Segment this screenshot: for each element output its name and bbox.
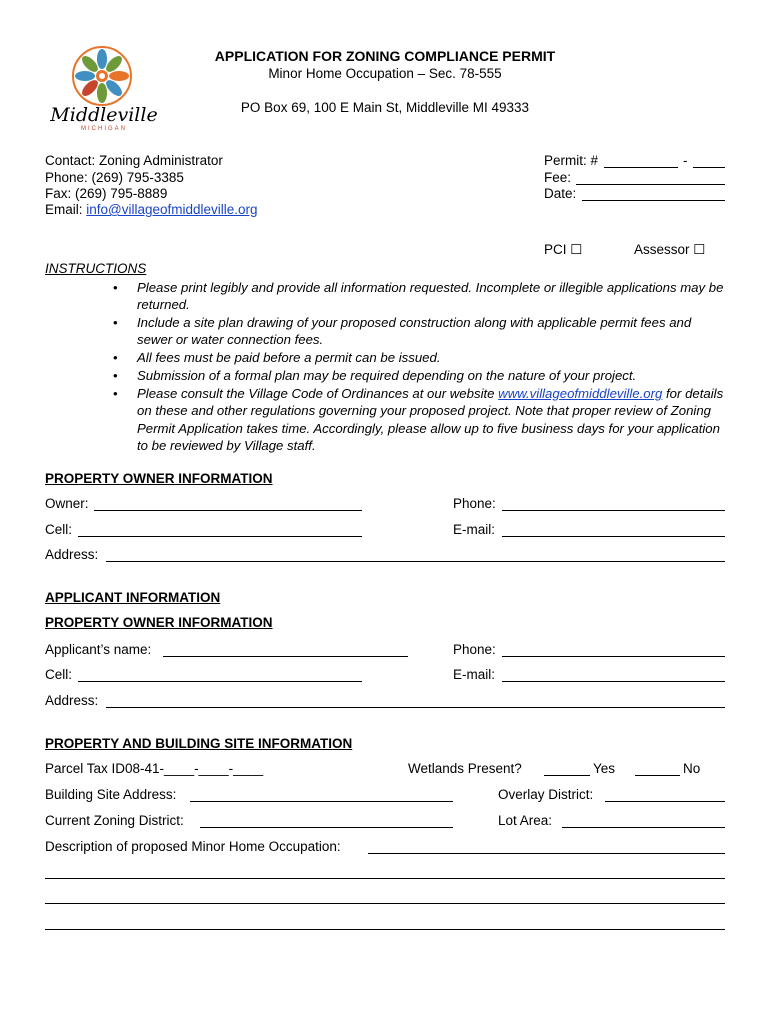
description-line[interactable] xyxy=(45,878,725,879)
permit-number-line[interactable] xyxy=(604,167,678,168)
site-address-input[interactable] xyxy=(190,801,453,802)
contact-fax: Fax: (269) 795-8889 xyxy=(45,186,168,201)
logo-wordmark: Middleville xyxy=(50,104,158,126)
wetlands-yes-line[interactable] xyxy=(544,775,590,776)
owner-phone-label: Phone: xyxy=(453,496,496,511)
wetlands-no-label: No xyxy=(683,761,701,776)
owner-email-label: E-mail: xyxy=(453,522,496,537)
contact-admin: Contact: Zoning Administrator xyxy=(45,153,223,168)
site-section-title: PROPERTY AND BUILDING SITE INFORMATION xyxy=(45,736,353,751)
description-label: Description of proposed Minor Home Occupation: xyxy=(45,839,341,854)
date-line[interactable] xyxy=(582,200,725,201)
zoning-district-input[interactable] xyxy=(200,827,453,828)
lot-area-label: Lot Area: xyxy=(498,813,553,828)
owner-input[interactable] xyxy=(94,510,362,511)
owner-cell-label: Cell: xyxy=(45,522,73,537)
applicant-phone-label: Phone: xyxy=(453,642,496,657)
permit-separator: - xyxy=(683,153,688,168)
applicant-email-label: E-mail: xyxy=(453,667,496,682)
website-link[interactable]: www.villageofmiddleville.org xyxy=(498,386,663,401)
description-line[interactable] xyxy=(45,929,725,930)
instruction-item: • Please print legibly and provide all information requested. Incomplete or illegible applications may be returned. xyxy=(113,280,724,313)
applicant-cell-label: Cell: xyxy=(45,667,73,682)
wetlands-label: Wetlands Present? xyxy=(408,761,522,776)
logo-state: MICHIGAN xyxy=(81,126,127,132)
applicant-section-subtitle: PROPERTY OWNER INFORMATION xyxy=(45,615,273,630)
zoning-district-label: Current Zoning District: xyxy=(45,813,184,828)
assessor-checkbox[interactable]: Assessor ☐ xyxy=(634,242,706,257)
fee-line[interactable] xyxy=(576,184,725,185)
instruction-item: • Include a site plan drawing of your proposed construction along with applicable permit fees and sewer or water connection fees. xyxy=(113,315,692,348)
applicant-email-input[interactable] xyxy=(502,681,725,682)
instruction-item: • Please consult the Village Code of Ordinances at our website www.villageofmiddleville.org for details on these and other regulations governing your proposed project. Note that proper review of Zoning Permit Application takes time. Accordingly, please allow up to five business days for your application to be reviewed by Village staff. xyxy=(113,386,724,454)
owner-address-input[interactable] xyxy=(106,561,725,562)
instruction-item: • All fees must be paid before a permit can be issued. xyxy=(113,350,441,365)
applicant-address-label: Address: xyxy=(45,693,99,708)
lot-area-input[interactable] xyxy=(562,827,725,828)
applicant-address-input[interactable] xyxy=(106,707,725,708)
description-input[interactable] xyxy=(368,853,725,854)
parcel-tax-id[interactable]: Parcel Tax ID08-41-____-____-____ xyxy=(45,761,264,776)
form-title: APPLICATION FOR ZONING COMPLIANCE PERMIT xyxy=(214,48,556,64)
applicant-name-input[interactable] xyxy=(163,656,408,657)
applicant-cell-input[interactable] xyxy=(78,681,362,682)
contact-email-label: Email: xyxy=(45,202,87,217)
applicant-phone-input[interactable] xyxy=(502,656,725,657)
date-label: Date: xyxy=(544,186,577,201)
overlay-district-input[interactable] xyxy=(605,801,725,802)
owner-email-input[interactable] xyxy=(502,536,725,537)
wetlands-yes-label: Yes xyxy=(593,761,616,776)
permit-suffix-line[interactable] xyxy=(693,167,725,168)
description-line[interactable] xyxy=(45,903,725,904)
overlay-district-label: Overlay District: xyxy=(498,787,594,802)
contact-email-link[interactable]: info@villageofmiddleville.org xyxy=(86,202,258,217)
contact-phone: Phone: (269) 795-3385 xyxy=(45,170,184,185)
pci-checkbox[interactable]: PCI ☐ xyxy=(544,242,583,257)
owner-phone-input[interactable] xyxy=(502,510,725,511)
site-address-label: Building Site Address: xyxy=(45,787,177,802)
owner-address-label: Address: xyxy=(45,547,99,562)
instruction-item: • Submission of a formal plan may be required depending on the nature of your project. xyxy=(113,368,637,383)
village-address: PO Box 69, 100 E Main St, Middleville MI 49333 xyxy=(240,100,530,115)
wetlands-no-line[interactable] xyxy=(635,775,680,776)
owner-section-title: PROPERTY OWNER INFORMATION xyxy=(45,471,273,486)
owner-label: Owner: xyxy=(45,496,89,511)
applicant-name-label: Applicant’s name: xyxy=(45,642,152,657)
form-subtitle: Minor Home Occupation – Sec. 78-555 xyxy=(268,66,502,81)
instructions-title: INSTRUCTIONS xyxy=(45,261,147,276)
permit-label: Permit: # xyxy=(544,153,599,168)
owner-cell-input[interactable] xyxy=(78,536,362,537)
contact-email-row xyxy=(45,202,258,217)
applicant-section-title: APPLICANT INFORMATION xyxy=(45,590,221,605)
fee-label: Fee: xyxy=(544,170,572,185)
